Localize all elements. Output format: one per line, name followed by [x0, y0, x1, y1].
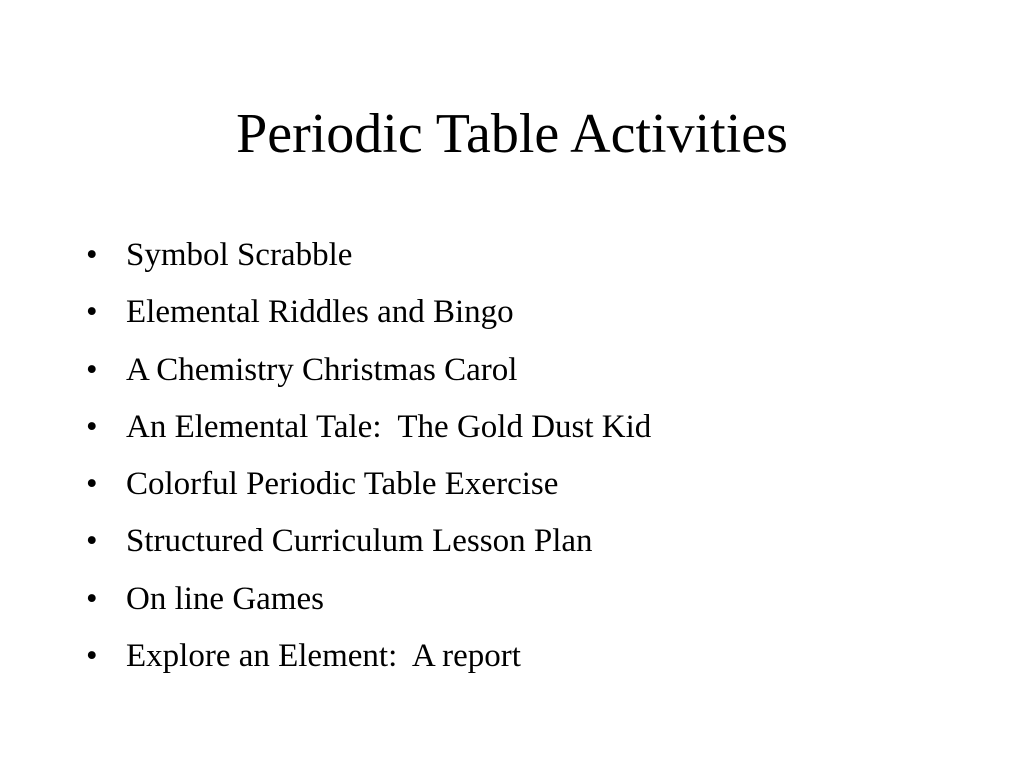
list-item	[86, 399, 966, 456]
list-item	[86, 227, 966, 284]
bullet-list	[86, 227, 966, 685]
bullet-icon: •	[86, 408, 98, 445]
bullet-icon: •	[86, 523, 98, 560]
list-item	[86, 456, 966, 513]
list-item	[86, 628, 966, 685]
list-item	[86, 342, 966, 399]
list-item-text: An Elemental Tale: The Gold Dust Kid	[126, 408, 652, 445]
list-item	[86, 513, 966, 570]
list-item-text: Explore an Element: A report	[126, 638, 521, 675]
list-item	[86, 571, 966, 628]
list-item-text: Symbol Scrabble	[126, 237, 353, 273]
bullet-icon: •	[86, 580, 98, 617]
bullet-icon: •	[86, 638, 98, 675]
bullet-icon: •	[86, 294, 98, 331]
bullet-icon: •	[86, 351, 98, 388]
list-item-text: A Chemistry Christmas Carol	[126, 351, 518, 388]
list-item-text: Colorful Periodic Table Exercise	[126, 466, 559, 503]
list-item-text: On line Games	[126, 580, 324, 617]
list-item	[86, 284, 966, 341]
list-item-text: Elemental Riddles and Bingo	[126, 294, 514, 331]
slide-title: Periodic Table Activities	[236, 103, 788, 165]
bullet-icon: •	[86, 237, 98, 273]
list-item-text: Structured Curriculum Lesson Plan	[126, 523, 593, 560]
bullet-icon: •	[86, 466, 98, 503]
